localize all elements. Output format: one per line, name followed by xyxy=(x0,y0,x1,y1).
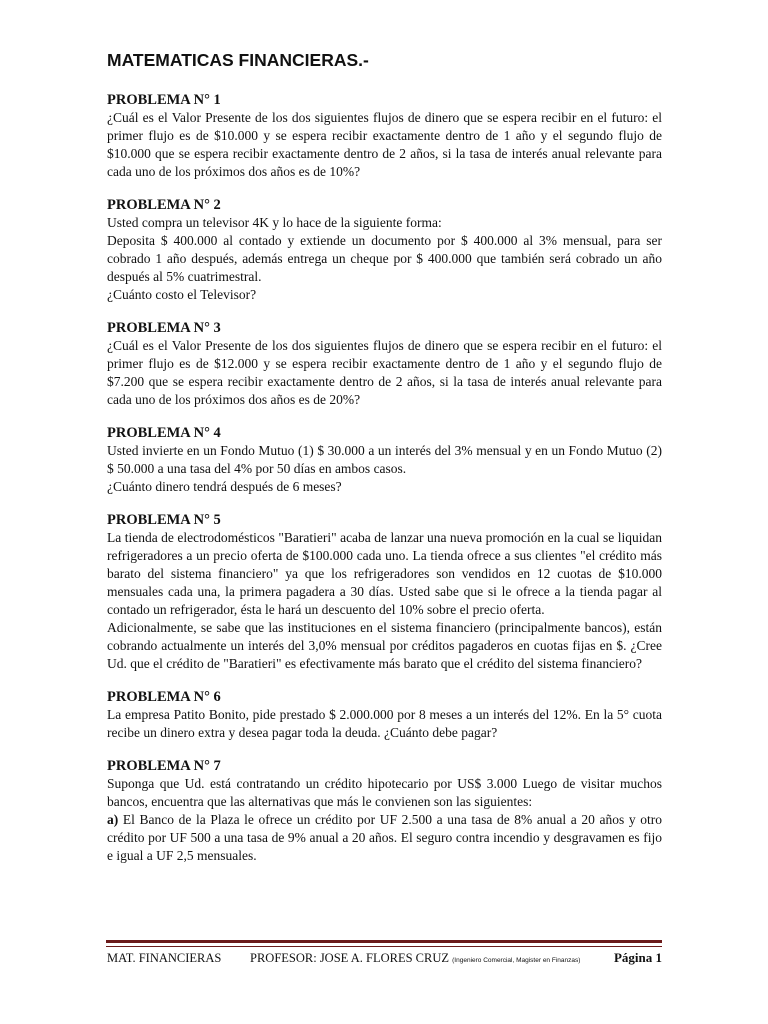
problem-heading: PROBLEMA N° 2 xyxy=(107,197,221,213)
footer-divider-thin xyxy=(106,946,662,947)
problem-section-4 xyxy=(107,425,662,496)
paragraph-text: Adicionalmente, se sabe que las instituciones en el sistema financiero (principalmente bancos), están cobrando actualmente un interés del 3,0% mensual por créditos pagaderos en cuotas fijas en $. ¿Cree Ud. que el crédito de "Baratieri" es efectivamente más barato que el crédito del sistema financiero? xyxy=(107,620,662,671)
problem-heading: PROBLEMA N° 6 xyxy=(107,689,221,705)
problem-body xyxy=(107,214,662,304)
paragraph-text: La tienda de electrodomésticos "Baratieri" acaba de lanzar una nueva promoción en la cual se liquidan refrigeradores a un precio oferta de $100.000 cada uno. La tienda ofrece a sus clientes "el crédito más barato del sistema financiero" ya que los refrigeradores son vendidos en 12 cuotas de $10.000 mensuales cada una, la primera pagadera a 30 días. Usted sabe que si le ofrece a la tienda pagar al contado un refrigerador, ésta le hará un descuento del 10% sobre el precio oferta. xyxy=(107,530,662,617)
footer-course: MAT. FINANCIERAS xyxy=(107,951,222,965)
problem-body xyxy=(107,706,662,742)
problem-paragraph xyxy=(107,706,662,742)
problem-section-1 xyxy=(107,92,662,181)
problem-paragraph xyxy=(107,811,662,865)
option-label: a) xyxy=(107,812,119,827)
problem-paragraph xyxy=(107,214,662,232)
paragraph-text: Usted compra un televisor 4K y lo hace de la siguiente forma: xyxy=(107,215,442,230)
problem-body xyxy=(107,337,662,409)
paragraph-text: ¿Cuál es el Valor Presente de los dos siguientes flujos de dinero que se espera recibir en el futuro: el primer flujo es de $10.000 y se espera recibir exactamente dentro de 1 año y el segundo flujo de $10.000 que se espera recibir exactamente dentro de 2 años, si la tasa de interés anual relevante para cada uno de los próximos dos años es de 10%? xyxy=(107,110,662,179)
footer-credentials: (Ingeniero Comercial, Magister en Finanzas) xyxy=(452,957,581,964)
problem-paragraph xyxy=(107,286,662,304)
problem-heading: PROBLEMA N° 5 xyxy=(107,512,221,528)
problem-body xyxy=(107,442,662,496)
problem-heading: PROBLEMA N° 1 xyxy=(107,92,221,108)
problem-section-6 xyxy=(107,689,662,742)
problem-section-5 xyxy=(107,512,662,673)
paragraph-text: Deposita $ 400.000 al contado y extiende un documento por $ 400.000 al 3% mensual, para ser cobrado 1 año después, además entrega un cheque por $ 400.000 que también será cobrado un año después al 5% cuatrimestral. xyxy=(107,233,662,284)
problem-heading: PROBLEMA N° 7 xyxy=(107,758,221,774)
problem-section-3 xyxy=(107,320,662,409)
problem-paragraph xyxy=(107,529,662,619)
problem-paragraph xyxy=(107,775,662,811)
problem-heading: PROBLEMA N° 3 xyxy=(107,320,221,336)
footer-page-number: Página 1 xyxy=(613,950,662,965)
problem-body xyxy=(107,529,662,673)
paragraph-text: Suponga que Ud. está contratando un crédito hipotecario por US$ 3.000 Luego de visitar muchos bancos, encuentra que las alternativas que más le convienen son las siguientes: xyxy=(107,776,662,809)
problem-heading: PROBLEMA N° 4 xyxy=(107,425,221,441)
paragraph-text: ¿Cuánto dinero tendrá después de 6 meses? xyxy=(107,479,342,494)
problem-body xyxy=(107,109,662,181)
problem-paragraph xyxy=(107,232,662,286)
problem-body xyxy=(107,775,662,865)
problem-section-2 xyxy=(107,197,662,304)
paragraph-text: El Banco de la Plaza le ofrece un crédito por UF 2.500 a una tasa de 8% anual a 20 años y otro crédito por UF 500 a una tasa de 9% anual a 20 años. El seguro contra incendio y desgravamen es fijo e igual a UF 2,5 mensuales. xyxy=(107,812,662,863)
footer-divider-thick xyxy=(106,940,662,943)
footer-professor: PROFESOR: JOSE A. FLORES CRUZ xyxy=(250,951,450,965)
problem-paragraph xyxy=(107,442,662,478)
problems-list xyxy=(107,92,662,881)
document-title: MATEMATICAS FINANCIERAS.- xyxy=(107,50,369,70)
problem-paragraph xyxy=(107,619,662,673)
paragraph-text: ¿Cuál es el Valor Presente de los dos siguientes flujos de dinero que se espera recibir en el futuro: el primer flujo es de $12.000 y se espera recibir exactamente dentro de 1 año y el segundo flujo de $7.200 que se espera recibir exactamente dentro de 2 años, si la tasa de interés anual relevante para cada uno de los próximos dos años es de 20%? xyxy=(107,338,662,407)
page-footer xyxy=(107,951,662,966)
paragraph-text: ¿Cuánto costo el Televisor? xyxy=(107,287,257,302)
problem-section-7 xyxy=(107,758,662,865)
paragraph-text: La empresa Patito Bonito, pide prestado $ 2.000.000 por 8 meses a un interés del 12%. En la 5° cuota recibe un dinero extra y desea pagar toda la deuda. ¿Cuánto debe pagar? xyxy=(107,707,662,740)
paragraph-text: Usted invierte en un Fondo Mutuo (1) $ 30.000 a un interés del 3% mensual y en un Fondo Mutuo (2) $ 50.000 a una tasa del 4% por 50 días en ambos casos. xyxy=(107,443,662,476)
problem-paragraph xyxy=(107,109,662,181)
problem-paragraph xyxy=(107,478,662,496)
problem-paragraph xyxy=(107,337,662,409)
